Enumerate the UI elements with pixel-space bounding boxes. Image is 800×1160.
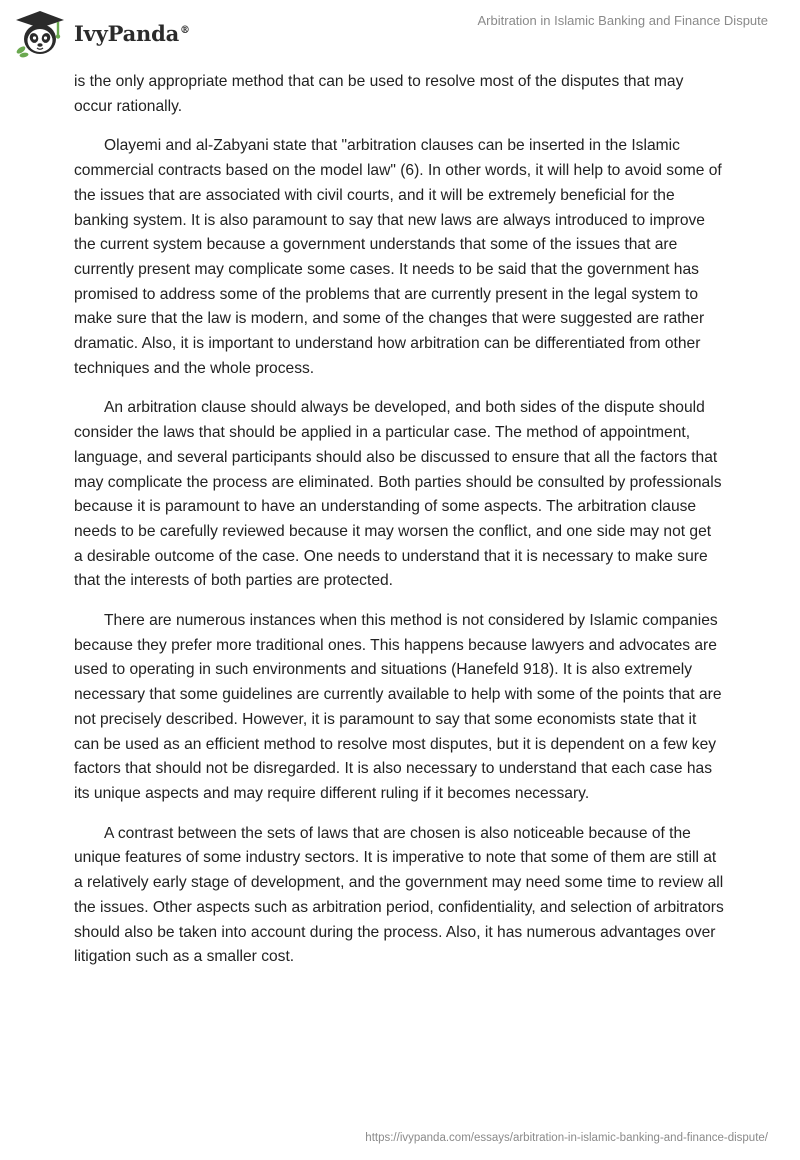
page-header <box>0 0 800 70</box>
paragraph: Olayemi and al-Zabyani state that "arbitration clauses can be inserted in the Islamic commercial contracts based on the model law" (6). In other words, it will help to avoid some of the issues that are associated with civil courts, and it will be extremely beneficial for the banking system. It is also paramount to say that new laws are always introduced to improve the current system because a government understands that some of the issues that are currently present may complicate some cases. It needs to be said that the government has promised to address some of the problems that are currently present in the legal system to make sure that the law is modern, and some of the changes that were suggested are rather dramatic. Also, it is important to understand how arbitration can be differentiated from other techniques and the whole process. <box>74 137 722 377</box>
brand-name: IvyPanda® <box>74 20 190 46</box>
panda-graduation-cap-icon <box>14 8 66 58</box>
registered-mark: ® <box>180 24 190 36</box>
paragraph: There are numerous instances when this method is not considered by Islamic companies because they prefer more traditional ones. This happens because lawyers and advocates are used to operating in such environments and situations (Hanefeld 918). It is also extremely necessary that some guidelines are currently available to help with some of the points that are not precisely described. However, it is paramount to say that some economists state that it can be used as an efficient method to resolve most disputes, but it is dependent on a few key factors that should not be disregarded. It is also necessary to understand that each case has its unique aspects and may require different ruling if it becomes necessary. <box>74 612 722 802</box>
paragraph: An arbitration clause should always be developed, and both sides of the dispute should consider the laws that should be applied in a particular case. The method of appointment, language, and several participants should also be discussed to ensure that all the factors that may complicate the process are eliminated. Both parties should be consulted by professionals because it is paramount to have an understanding of some aspects. The arbitration clause needs to be carefully reviewed because it may worsen the conflict, and one side may not get a desirable outcome of the case. One needs to understand that it is necessary to make sure that the interests of both parties are protected. <box>74 399 722 590</box>
document-title: Arbitration in Islamic Banking and Finance Dispute <box>477 13 768 28</box>
source-url-link[interactable]: https://ivypanda.com/essays/arbitration-in-islamic-banking-and-finance-dispute/ <box>365 1132 768 1144</box>
paragraph-continued: is the only appropriate method that can be used to resolve most of the disputes that may occur rationally. <box>74 73 684 115</box>
essay-body <box>74 70 724 985</box>
paragraph: A contrast between the sets of laws that are chosen is also noticeable because of the unique features of some industry sectors. It is imperative to note that some of them are still at a relatively early stage of development, and the government may need some time to review all the issues. Other aspects such as arbitration period, confidentiality, and selection of arbitrators should also be taken into account during the process. Also, it has numerous advantages over litigation such as a smaller cost. <box>74 824 724 966</box>
ivypanda-logo[interactable] <box>14 8 190 58</box>
